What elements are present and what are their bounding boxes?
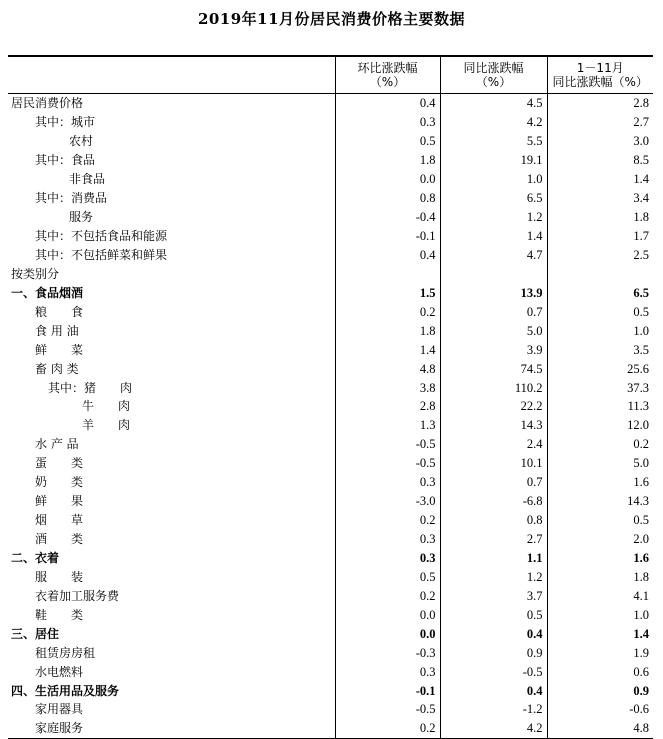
table-row (8, 378, 653, 397)
cell-mom: 0.5 (335, 132, 440, 151)
cell-mom: 1.8 (335, 151, 440, 170)
cell-yoy: -1.2 (440, 700, 547, 719)
table-row (8, 264, 653, 283)
header-ytd-line2: 同比涨跌幅（%） (552, 75, 648, 89)
cell-mom: 0.0 (335, 605, 440, 624)
cell-yoy: 1.0 (440, 170, 547, 189)
table-row (8, 227, 653, 246)
cell-yoy: 0.4 (440, 681, 547, 700)
cell-yoy: 6.5 (440, 189, 547, 208)
cell-yoy: 1.4 (440, 227, 547, 246)
cell-mom: 0.2 (335, 511, 440, 530)
page-title: 2019年11月份居民消费价格主要数据 (197, 10, 466, 28)
cell-mom: 0.3 (335, 530, 440, 549)
cell-mom: 4.8 (335, 359, 440, 378)
cell-yoy: 1.2 (440, 208, 547, 227)
table-row (8, 662, 653, 681)
cell-ytd: 11.3 (547, 397, 653, 416)
table-row (8, 473, 653, 492)
cell-mom: -0.1 (335, 227, 440, 246)
cell-ytd: -0.6 (547, 700, 653, 719)
header-label-cell (8, 56, 335, 94)
cell-mom: 3.8 (335, 378, 440, 397)
table-row (8, 586, 653, 605)
row-label: 粮 食 (35, 304, 84, 319)
cell-ytd: 0.9 (547, 681, 653, 700)
header-yoy-line1: 同比涨跌幅 (463, 61, 524, 75)
cell-yoy: -6.8 (440, 492, 547, 511)
cell-mom: 2.8 (335, 397, 440, 416)
cell-ytd: 37.3 (547, 378, 653, 397)
cell-mom: 0.3 (335, 473, 440, 492)
table-row (8, 132, 653, 151)
cell-ytd: 4.8 (547, 719, 653, 738)
cell-yoy: 19.1 (440, 151, 547, 170)
header-ytd (547, 56, 653, 94)
table-body (8, 94, 653, 739)
cell-mom: 0.4 (335, 94, 440, 113)
table-row (8, 302, 653, 321)
cell-ytd: 12.0 (547, 416, 653, 435)
cell-yoy: 13.9 (440, 283, 547, 302)
row-label: 鲜 菜 (35, 342, 84, 357)
cell-mom: 1.4 (335, 340, 440, 359)
cell-mom: 0.0 (335, 170, 440, 189)
row-label: 烟 草 (35, 513, 84, 528)
table-row (8, 511, 653, 530)
cell-yoy: 5.0 (440, 321, 547, 340)
row-label: 奶 类 (35, 475, 84, 490)
cell-ytd: 4.1 (547, 586, 653, 605)
row-label: 家庭服务 (8, 719, 335, 738)
cpi-data-table (8, 55, 653, 739)
table-header-row (8, 56, 653, 94)
table-row (8, 246, 653, 265)
cell-yoy: 2.7 (440, 530, 547, 549)
row-label: 服 装 (35, 569, 84, 584)
row-label: 衣着加工服务费 (35, 588, 120, 603)
table-row (8, 435, 653, 454)
cell-mom: 1.3 (335, 416, 440, 435)
cell-ytd: 0.5 (547, 511, 653, 530)
row-label: 酒 类 (35, 532, 84, 547)
row-label: 羊 肉 (82, 418, 131, 433)
row-label: 居民消费价格 (11, 96, 84, 111)
cell-mom: -0.1 (335, 681, 440, 700)
cell-yoy: 4.7 (440, 246, 547, 265)
cell-yoy: 0.5 (440, 605, 547, 624)
row-label: 三、居住 (11, 626, 60, 641)
cell-mom: 0.8 (335, 189, 440, 208)
row-label: 其中：不包括食品和能源 (35, 229, 168, 244)
table-row (8, 340, 653, 359)
cell-mom: 1.5 (335, 283, 440, 302)
cell-ytd: 6.5 (547, 283, 653, 302)
table-row (8, 605, 653, 624)
row-label: 蛋 类 (35, 456, 84, 471)
cell-yoy: 4.2 (440, 719, 547, 738)
row-label: 四、生活用品及服务 (11, 683, 120, 698)
cell-ytd: 5.0 (547, 454, 653, 473)
cell-yoy: 1.2 (440, 567, 547, 586)
row-label: 一、食品烟酒 (11, 285, 84, 300)
cell-yoy: 14.3 (440, 416, 547, 435)
cell-yoy: 2.4 (440, 435, 547, 454)
table-row (8, 681, 653, 700)
cell-yoy (440, 264, 547, 283)
header-ytd-line1: 1－11月 (576, 61, 624, 75)
cell-ytd: 1.8 (547, 567, 653, 586)
table-row (8, 359, 653, 378)
row-label: 牛 肉 (82, 399, 131, 414)
cell-mom: 0.2 (335, 586, 440, 605)
row-label: 租赁房房租 (35, 645, 96, 660)
cell-yoy: 74.5 (440, 359, 547, 378)
cell-ytd: 1.7 (547, 227, 653, 246)
row-label: 其中：消费品 (35, 191, 108, 206)
cell-ytd: 2.8 (547, 94, 653, 113)
cell-ytd (547, 264, 653, 283)
cell-ytd: 0.6 (547, 662, 653, 681)
cell-mom: 0.4 (335, 246, 440, 265)
cell-ytd: 2.5 (547, 246, 653, 265)
table-row (8, 321, 653, 340)
row-label: 二、衣着 (11, 550, 60, 565)
row-label: 水电燃料 (35, 664, 84, 679)
cell-mom (335, 264, 440, 283)
table-row (8, 624, 653, 643)
cell-ytd: 0.5 (547, 302, 653, 321)
row-label: 按类别分 (11, 266, 60, 281)
table-row (8, 170, 653, 189)
cell-mom: -0.5 (335, 454, 440, 473)
cell-mom: 0.3 (335, 549, 440, 568)
table-row (8, 283, 653, 302)
row-label: 畜肉类 (35, 361, 83, 376)
cell-yoy: -0.5 (440, 662, 547, 681)
row-label: 鲜 果 (35, 494, 84, 509)
row-label: 家用器具 (35, 702, 84, 717)
table-row (8, 700, 653, 719)
cell-ytd: 14.3 (547, 492, 653, 511)
table-row (8, 530, 653, 549)
cell-ytd: 2.7 (547, 113, 653, 132)
cell-mom: 0.0 (335, 624, 440, 643)
table-row (8, 189, 653, 208)
table-row (8, 151, 653, 170)
cell-ytd: 0.2 (547, 435, 653, 454)
cell-yoy: 22.2 (440, 397, 547, 416)
row-label: 其中：城市 (35, 115, 96, 130)
cell-ytd: 1.4 (547, 624, 653, 643)
header-mom (335, 56, 440, 94)
table-row (8, 208, 653, 227)
cell-ytd: 1.0 (547, 605, 653, 624)
cell-yoy: 3.9 (440, 340, 547, 359)
cell-ytd: 1.4 (547, 170, 653, 189)
cell-yoy: 0.8 (440, 511, 547, 530)
table-row (8, 113, 653, 132)
cell-yoy: 110.2 (440, 378, 547, 397)
cell-mom: 0.5 (335, 567, 440, 586)
cell-yoy: 4.2 (440, 113, 547, 132)
cell-ytd: 8.5 (547, 151, 653, 170)
row-label: 非食品 (69, 172, 106, 187)
cell-yoy: 1.1 (440, 549, 547, 568)
header-yoy-line2: （%） (475, 75, 512, 89)
cell-ytd: 3.4 (547, 189, 653, 208)
header-yoy (440, 56, 547, 94)
cell-mom: 1.8 (335, 321, 440, 340)
cell-ytd: 25.6 (547, 359, 653, 378)
table-row (8, 643, 653, 662)
cell-mom: 0.2 (335, 719, 440, 738)
cell-ytd: 2.0 (547, 530, 653, 549)
header-mom-line1: 环比涨跌幅 (357, 61, 418, 75)
table-row (8, 454, 653, 473)
table-row (8, 397, 653, 416)
cell-mom: -0.5 (335, 435, 440, 454)
table-row (8, 719, 653, 738)
cell-yoy: 4.5 (440, 94, 547, 113)
row-label: 其中：不包括鲜菜和鲜果 (35, 247, 168, 262)
cell-mom: -0.3 (335, 643, 440, 662)
table-row (8, 567, 653, 586)
header-mom-line2: （%） (369, 75, 406, 89)
cell-yoy: 5.5 (440, 132, 547, 151)
table-row (8, 549, 653, 568)
table-row (8, 492, 653, 511)
cell-yoy: 0.4 (440, 624, 547, 643)
cell-mom: -3.0 (335, 492, 440, 511)
row-label: 鞋 类 (35, 607, 84, 622)
cell-ytd: 1.9 (547, 643, 653, 662)
cell-mom: -0.5 (335, 700, 440, 719)
row-label: 服务 (69, 210, 94, 225)
row-label: 食用油 (35, 323, 83, 338)
cell-ytd: 1.6 (547, 473, 653, 492)
cell-ytd: 3.0 (547, 132, 653, 151)
row-label: 其中：猪 肉 (48, 380, 133, 395)
cell-yoy: 10.1 (440, 454, 547, 473)
cell-mom: -0.4 (335, 208, 440, 227)
table-row (8, 94, 653, 113)
row-label: 其中：食品 (35, 153, 96, 168)
cell-ytd: 1.8 (547, 208, 653, 227)
row-label: 农村 (69, 134, 94, 149)
cell-ytd: 3.5 (547, 340, 653, 359)
cell-yoy: 3.7 (440, 586, 547, 605)
cell-mom: 0.2 (335, 302, 440, 321)
table-row (8, 416, 653, 435)
cell-ytd: 1.6 (547, 549, 653, 568)
cell-ytd: 1.0 (547, 321, 653, 340)
cell-mom: 0.3 (335, 662, 440, 681)
cell-yoy: 0.7 (440, 302, 547, 321)
cell-mom: 0.3 (335, 113, 440, 132)
row-label: 水产品 (35, 437, 83, 452)
cell-yoy: 0.9 (440, 643, 547, 662)
cell-yoy: 0.7 (440, 473, 547, 492)
